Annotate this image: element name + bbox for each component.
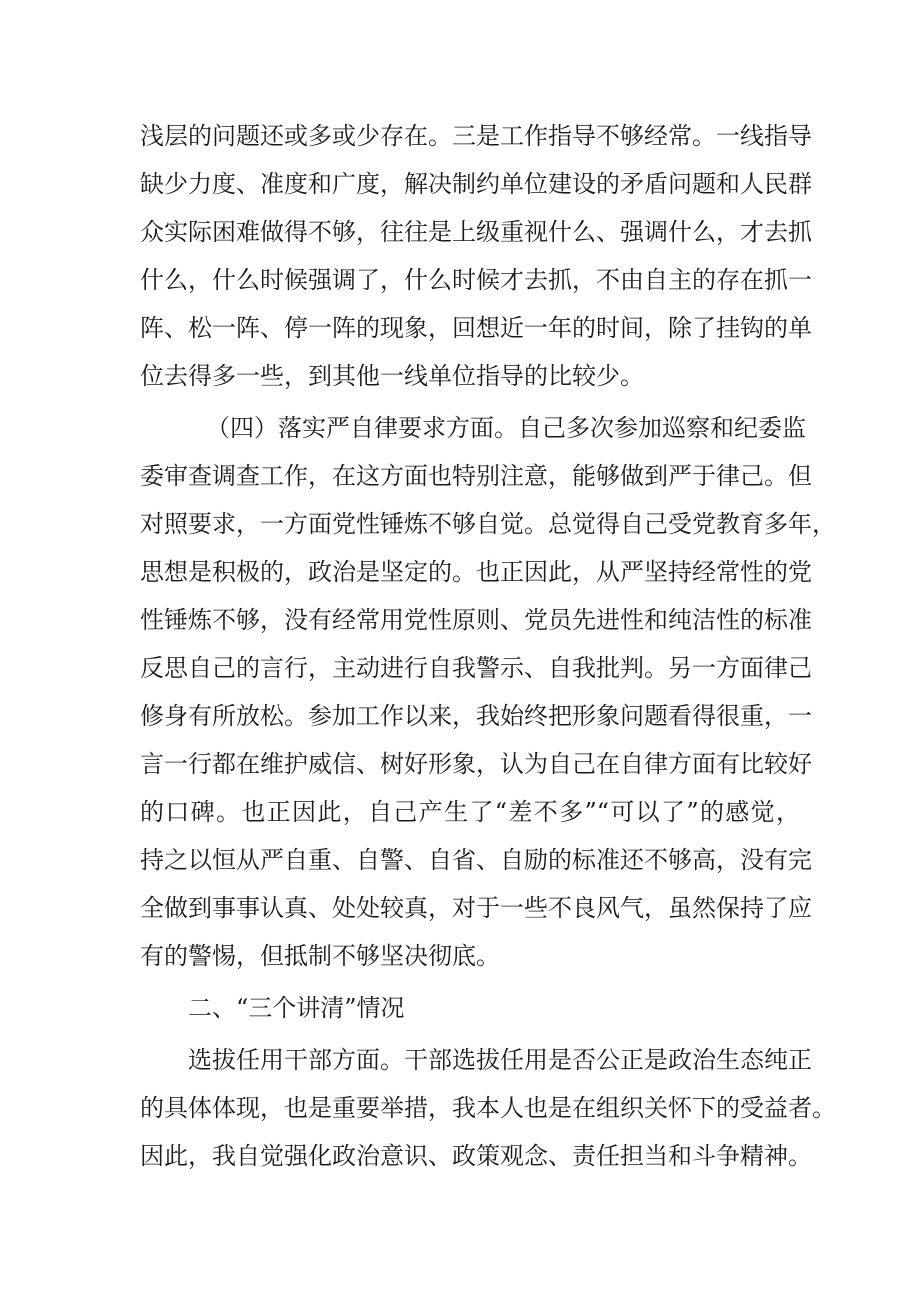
section-four-heading-line: （四）落实严自律要求方面。自己多次参加巡察和纪委监 bbox=[206, 414, 806, 442]
text-line: 委审查调查工作，在这方面也特别注意，能够做到严于律己。但 bbox=[140, 462, 812, 490]
text-line: 阵、松一阵、停一阵的现象，回想近一年的时间，除了挂钩的单 bbox=[140, 314, 812, 342]
text-line: 有的警惕，但抵制不够坚决彻底。 bbox=[140, 942, 500, 970]
text-line: 对照要求，一方面党性锤炼不够自觉。总觉得自己受党教育多年， bbox=[140, 510, 836, 538]
text-line: 性锤炼不够，没有经常用党性原则、党员先进性和纯洁性的标准 bbox=[140, 606, 812, 634]
text-line: 反思自己的言行，主动进行自我警示、自我批判。另一方面律己 bbox=[140, 654, 812, 682]
text-line: 因此，我自觉强化政治意识、政策观念、责任担当和斗争精神。 bbox=[140, 1142, 812, 1170]
text-line: 修身有所放松。参加工作以来，我始终把形象问题看得很重，一 bbox=[140, 702, 812, 730]
text-line: 缺少力度、准度和广度，解决制约单位建设的矛盾问题和人民群 bbox=[140, 170, 812, 198]
text-line: 持之以恒从严自重、自警、自省、自励的标准还不够高，没有完 bbox=[140, 846, 812, 874]
section-heading: 二、“三个讲清”情况 bbox=[188, 994, 405, 1022]
text-line: 的口碑。也正因此，自己产生了“差不多”“可以了”的感觉， bbox=[140, 798, 800, 826]
text-line: 言一行都在维护威信、树好形象，认为自己在自律方面有比较好 bbox=[140, 750, 812, 778]
text-line: 位去得多一些，到其他一线单位指导的比较少。 bbox=[140, 362, 644, 390]
text-line: 的具体体现，也是重要举措，我本人也是在组织关怀下的受益者。 bbox=[140, 1094, 836, 1122]
text-line: 众实际困难做得不够，往往是上级重视什么、强调什么，才去抓 bbox=[140, 218, 812, 246]
text-line: 全做到事事认真、处处较真，对于一些不良风气，虽然保持了应 bbox=[140, 894, 812, 922]
text-line: 思想是积极的，政治是坚定的。也正因此，从严坚持经常性的党 bbox=[140, 558, 812, 586]
text-line: 选拔任用干部方面。干部选拔任用是否公正是政治生态纯正 bbox=[188, 1046, 812, 1074]
text-line: 什么，什么时候强调了，什么时候才去抓，不由自主的存在抓一 bbox=[140, 266, 812, 294]
text-line: 浅层的问题还或多或少存在。三是工作指导不够经常。一线指导 bbox=[140, 122, 812, 150]
